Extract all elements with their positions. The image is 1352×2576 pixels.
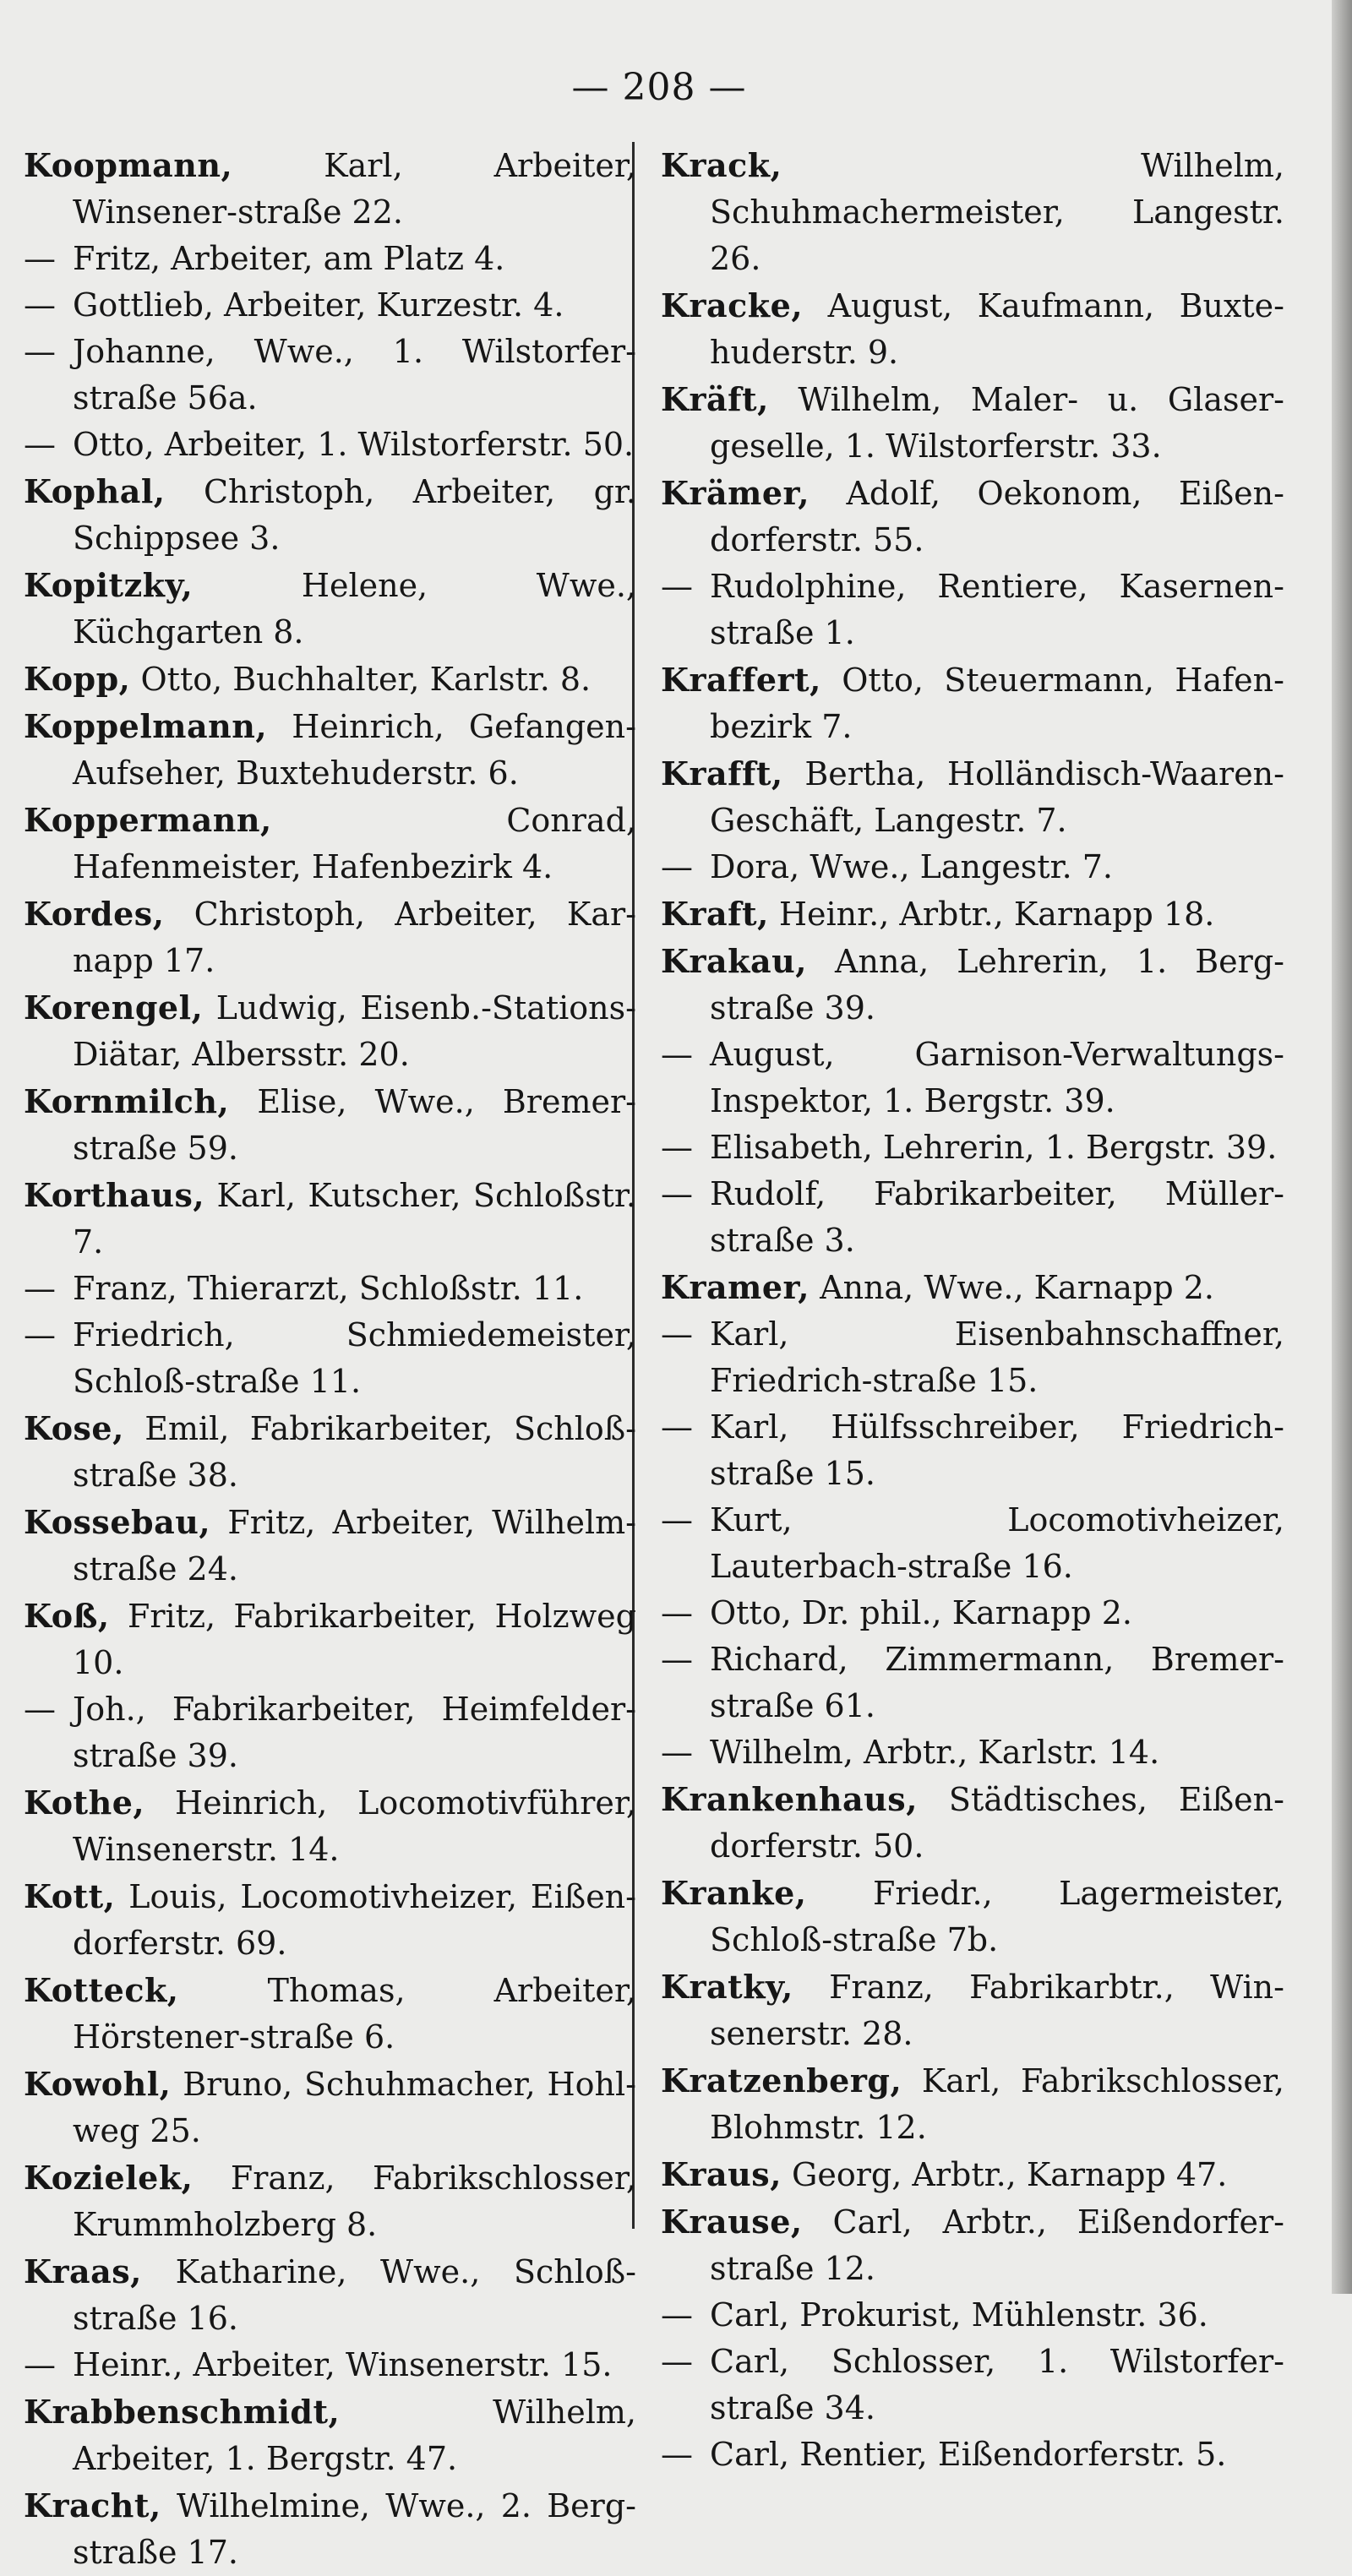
ditto-dash: —	[661, 2296, 693, 2334]
entry-details: Helene, Wwe., Küchgarten 8.	[73, 567, 636, 651]
entry-surname: Kranke,	[661, 1874, 807, 1912]
entry-details: Carl, Arbtr., Eißendorfer-straße 12.	[710, 2203, 1284, 2287]
entry-surname: Kornmilch,	[24, 1082, 230, 1120]
entry-surname: Korthaus,	[24, 1176, 205, 1214]
entry-surname: Kraffert,	[661, 661, 821, 699]
directory-entry	[24, 656, 636, 703]
entry-details: Heinrich, Gefangen-Aufseher, Buxtehuderstr. 6.	[73, 708, 636, 792]
entry-surname: Kowohl,	[24, 2065, 172, 2103]
entry-surname: Kräft,	[661, 380, 769, 418]
entry-surname: Kordes,	[24, 895, 165, 933]
directory-entry	[24, 2388, 636, 2482]
entry-details: Friedrich, Schmiedemeister, Schloß-straße 11.	[73, 1316, 636, 1400]
entry-surname: Krabbenschmidt,	[24, 2393, 341, 2431]
directory-entry	[24, 562, 636, 656]
entry-surname: Kraus,	[661, 2155, 782, 2193]
ditto-dash: —	[661, 1408, 693, 1446]
directory-entry	[661, 2151, 1284, 2198]
directory-entry	[661, 938, 1284, 1032]
directory-entry	[24, 2482, 636, 2576]
entry-details: Anna, Lehrerin, 1. Berg-straße 39.	[710, 943, 1284, 1027]
entry-details: Fritz, Fabrikarbeiter, Holzweg 10.	[73, 1598, 636, 1681]
entry-details: Thomas, Arbeiter, Hörstener-straße 6.	[73, 1972, 636, 2056]
directory-entry	[24, 1873, 636, 1967]
directory-entry	[661, 1963, 1284, 2057]
directory-entry	[661, 2292, 1284, 2339]
directory-entry	[661, 750, 1284, 844]
directory-entry	[24, 236, 636, 282]
directory-entry	[24, 329, 636, 422]
directory-entry	[661, 142, 1284, 282]
directory-entry	[24, 2342, 636, 2388]
directory-entry	[661, 1125, 1284, 1171]
entry-details: Franz, Fabrikschlosser, Krummholzberg 8.	[73, 2159, 636, 2243]
ditto-dash: —	[24, 1316, 56, 1353]
directory-entry	[661, 656, 1284, 750]
entry-details: Louis, Locomotivheizer, Eißen-dorferstr. 69.	[73, 1878, 636, 1962]
entry-details: Heinrich, Locomotivführer, Winsenerstr. 14.	[73, 1784, 636, 1868]
entry-details: Ludwig, Eisenb.-Stations-Diätar, Albersstr. 20.	[73, 989, 636, 1073]
directory-entry	[24, 1078, 636, 1172]
entry-surname: Kraas,	[24, 2252, 142, 2290]
directory-entry	[24, 1312, 636, 1405]
entry-details: Georg, Arbtr., Karnapp 47.	[792, 2156, 1228, 2193]
entry-surname: Kopp,	[24, 660, 131, 698]
entry-surname: Koppelmann,	[24, 707, 268, 745]
entry-details: Fritz, Arbeiter, Wilhelm-straße 24.	[73, 1504, 636, 1588]
entry-surname: Kratzenberg,	[661, 2061, 902, 2099]
ditto-dash: —	[24, 426, 56, 463]
entry-details: Franz, Thierarzt, Schloßstr. 11.	[73, 1270, 584, 1307]
entry-surname: Kothe,	[24, 1784, 145, 1822]
entry-details: Franz, Fabrikarbtr., Win-senerstr. 28.	[710, 1969, 1284, 2052]
entry-surname: Krack,	[661, 146, 782, 184]
entry-details: Otto, Arbeiter, 1. Wilstorferstr. 50.	[73, 426, 635, 463]
entry-surname: Kott,	[24, 1877, 116, 1915]
entry-details: Emil, Fabrikarbeiter, Schloß-straße 38.	[73, 1410, 636, 1494]
entry-details: Carl, Schlosser, 1. Wilstorfer-straße 34.	[710, 2343, 1284, 2426]
directory-entry	[661, 1497, 1284, 1590]
directory-entry	[661, 1870, 1284, 1963]
entry-details: Bertha, Holländisch-Waaren-Geschäft, Langestr. 7.	[710, 755, 1284, 839]
ditto-dash: —	[661, 568, 693, 605]
entry-details: Karl, Hülfsschreiber, Friedrich-straße 15.	[710, 1408, 1284, 1492]
entry-details: Elisabeth, Lehrerin, 1. Bergstr. 39.	[710, 1129, 1278, 1166]
entry-surname: Korengel,	[24, 988, 204, 1027]
ditto-dash: —	[661, 1641, 693, 1678]
ditto-dash: —	[661, 1129, 693, 1166]
entry-surname: Kracke,	[661, 286, 804, 324]
entry-details: Karl, Arbeiter, Winsener-straße 22.	[73, 147, 636, 231]
right-column	[661, 142, 1284, 2478]
entry-details: Conrad, Hafenmeister, Hafenbezirk 4.	[73, 802, 636, 885]
entry-details: Heinr., Arbtr., Karnapp 18.	[778, 896, 1215, 933]
ditto-dash: —	[24, 2346, 56, 2383]
directory-entry	[661, 1404, 1284, 1497]
entry-details: Adolf, Oekonom, Eißen-dorferstr. 55.	[710, 475, 1284, 558]
directory-entry	[661, 844, 1284, 890]
entry-surname: Koopmann,	[24, 146, 233, 184]
ditto-dash: —	[661, 1175, 693, 1212]
ditto-dash: —	[661, 1501, 693, 1539]
entry-surname: Krämer,	[661, 474, 810, 512]
entry-details: Wilhelm, Arbtr., Karlstr. 14.	[710, 1734, 1160, 1771]
entry-details: Wilhelm, Maler- u. Glaser-geselle, 1. Wilstorferstr. 33.	[710, 381, 1284, 465]
directory-entry	[661, 1264, 1284, 1311]
directory-entry	[24, 797, 636, 890]
directory-entry	[661, 1637, 1284, 1729]
directory-entry	[24, 1172, 636, 1266]
directory-entry	[661, 470, 1284, 564]
entry-details: Karl, Kutscher, Schloßstr. 7.	[73, 1177, 636, 1261]
directory-entry	[661, 890, 1284, 938]
entry-surname: Kraft,	[661, 895, 769, 933]
directory-entry	[661, 282, 1284, 376]
ditto-dash: —	[24, 333, 56, 370]
entry-details: Karl, Fabrikschlosser, Blohmstr. 12.	[710, 2062, 1284, 2146]
entry-details: Christoph, Arbeiter, gr. Schippsee 3.	[73, 473, 636, 557]
entry-surname: Kracht,	[24, 2486, 161, 2524]
entry-details: Fritz, Arbeiter, am Platz 4.	[73, 240, 505, 277]
entry-details: Kurt, Locomotivheizer, Lauterbach-straße 16.	[710, 1501, 1284, 1585]
directory-entry	[661, 2198, 1284, 2292]
entry-details: Wilhelm, Schuhmachermeister, Langestr. 26.	[710, 147, 1284, 277]
directory-entry	[24, 282, 636, 329]
entry-details: Otto, Dr. phil., Karnapp 2.	[710, 1594, 1133, 1631]
entry-surname: Kophal,	[24, 472, 166, 510]
page-edge	[1332, 0, 1352, 2294]
ditto-dash: —	[661, 1036, 693, 1073]
ditto-dash: —	[24, 240, 56, 277]
entry-details: Wilhelmine, Wwe., 2. Berg-straße 17.	[73, 2487, 636, 2571]
directory-entry	[661, 1032, 1284, 1125]
entry-details: Johanne, Wwe., 1. Wilstorfer-straße 56a.	[73, 333, 636, 417]
directory-entry	[661, 1729, 1284, 1776]
entry-details: August, Garnison-Verwaltungs-Inspektor, 1. Bergstr. 39.	[710, 1036, 1284, 1119]
entry-surname: Krafft,	[661, 754, 783, 792]
directory-entry	[661, 2339, 1284, 2432]
entry-surname: Kratky,	[661, 1968, 793, 2006]
entry-details: August, Kaufmann, Buxte-huderstr. 9.	[710, 287, 1284, 371]
entry-details: Heinr., Arbeiter, Winsenerstr. 15.	[73, 2346, 613, 2383]
directory-entry	[24, 2061, 636, 2154]
entry-details: Wilhelm, Arbeiter, 1. Bergstr. 47.	[73, 2394, 636, 2477]
left-column	[24, 142, 636, 2576]
entry-surname: Koppermann,	[24, 801, 272, 839]
ditto-dash: —	[24, 1691, 56, 1728]
entry-details: Otto, Buchhalter, Karlstr. 8.	[140, 661, 592, 698]
ditto-dash: —	[24, 1270, 56, 1307]
directory-entry	[24, 1266, 636, 1312]
entry-details: Katharine, Wwe., Schloß-straße 16.	[73, 2253, 636, 2337]
entry-details: Rudolf, Fabrikarbeiter, Müller-straße 3.	[710, 1175, 1284, 1259]
ditto-dash: —	[661, 1594, 693, 1631]
entry-surname: Koß,	[24, 1597, 110, 1635]
ditto-dash: —	[661, 1734, 693, 1771]
page-number: — 208 —	[571, 66, 747, 109]
directory-entry	[24, 422, 636, 468]
entry-surname: Kozielek,	[24, 2159, 194, 2197]
directory-entry	[661, 2432, 1284, 2478]
entry-details: Karl, Eisenbahnschaffner, Friedrich-straße 15.	[710, 1315, 1284, 1399]
directory-entry	[661, 1776, 1284, 1870]
directory-entry	[24, 703, 636, 797]
entry-surname: Kose,	[24, 1409, 124, 1447]
directory-entry	[24, 2248, 636, 2342]
directory-entry	[24, 1593, 636, 1686]
ditto-dash: —	[661, 848, 693, 885]
entry-details: Joh., Fabrikarbeiter, Heimfelder-straße 39.	[73, 1691, 636, 1774]
directory-entry	[24, 1405, 636, 1499]
entry-surname: Kotteck,	[24, 1971, 179, 2009]
entry-details: Bruno, Schuhmacher, Hohl-weg 25.	[73, 2066, 636, 2149]
entry-details: Gottlieb, Arbeiter, Kurzestr. 4.	[73, 286, 564, 324]
entry-details: Richard, Zimmermann, Bremer-straße 61.	[710, 1641, 1284, 1724]
entry-details: Carl, Rentier, Eißendorferstr. 5.	[710, 2436, 1227, 2473]
directory-entry	[24, 2154, 636, 2248]
ditto-dash: —	[661, 1315, 693, 1353]
entry-surname: Kossebau,	[24, 1503, 211, 1541]
directory-entry	[24, 142, 636, 236]
entry-details: Städtisches, Eißen-dorferstr. 50.	[710, 1781, 1284, 1865]
directory-entry	[24, 984, 636, 1078]
entry-details: Christoph, Arbeiter, Kar-napp 17.	[73, 896, 636, 979]
directory-entry	[24, 1686, 636, 1779]
entry-details: Otto, Steuermann, Hafen-bezirk 7.	[710, 662, 1284, 745]
directory-entry	[24, 1779, 636, 1873]
entry-details: Anna, Wwe., Karnapp 2.	[820, 1269, 1214, 1306]
entry-surname: Krakau,	[661, 942, 807, 980]
entry-surname: Krankenhaus,	[661, 1780, 918, 1818]
directory-entry	[661, 376, 1284, 470]
ditto-dash: —	[661, 2343, 693, 2380]
entry-details: Dora, Wwe., Langestr. 7.	[710, 848, 1113, 885]
entry-details: Rudolphine, Rentiere, Kasernen-straße 1.	[710, 568, 1284, 651]
entry-details: Elise, Wwe., Bremer-straße 59.	[73, 1083, 636, 1167]
entry-details: Friedr., Lagermeister, Schloß-straße 7b.	[710, 1875, 1284, 1958]
entry-surname: Krause,	[661, 2203, 803, 2241]
directory-entry	[24, 890, 636, 984]
directory-entry	[661, 1590, 1284, 1637]
entry-details: Carl, Prokurist, Mühlenstr. 36.	[710, 2296, 1208, 2334]
entry-surname: Kopitzky,	[24, 566, 194, 604]
directory-entry	[24, 468, 636, 562]
directory-entry	[661, 1311, 1284, 1404]
directory-entry	[24, 1499, 636, 1593]
directory-entry	[661, 564, 1284, 656]
directory-entry	[661, 2057, 1284, 2151]
directory-entry	[24, 1967, 636, 2061]
entry-surname: Kramer,	[661, 1268, 810, 1306]
ditto-dash: —	[24, 286, 56, 324]
ditto-dash: —	[661, 2436, 693, 2473]
directory-entry	[661, 1171, 1284, 1264]
